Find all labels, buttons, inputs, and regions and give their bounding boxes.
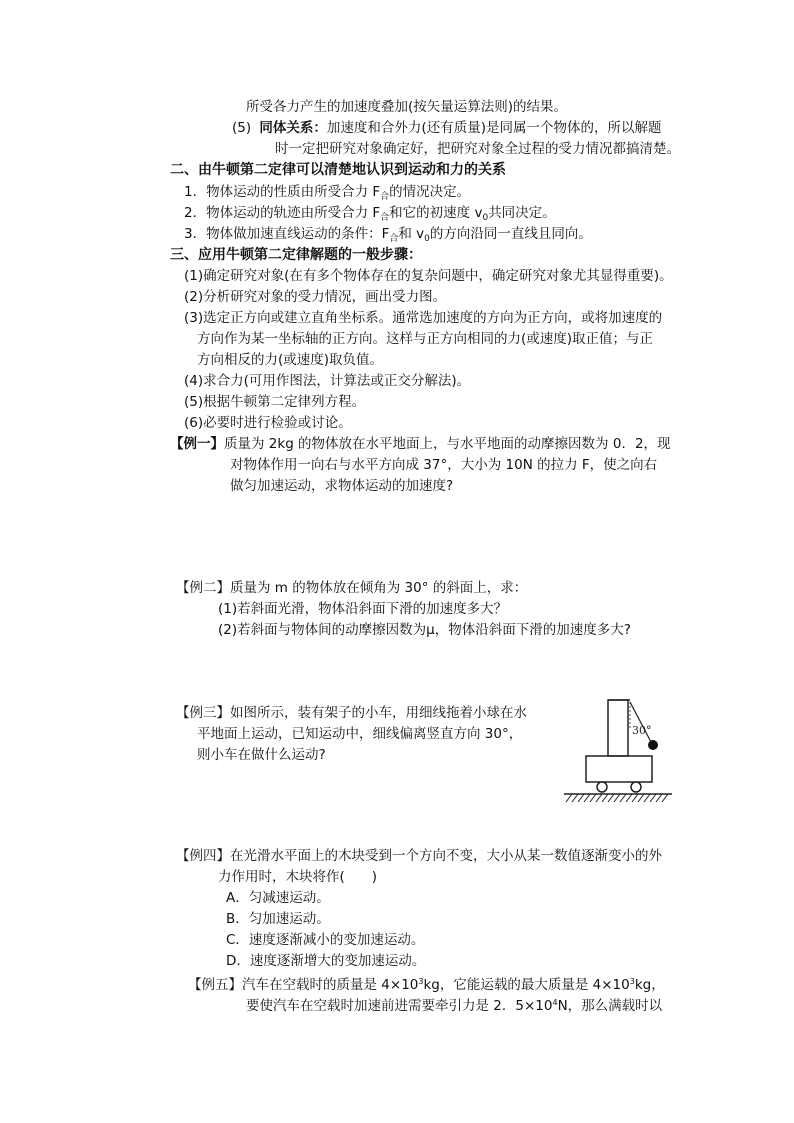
example-2-line-1: 质量为 m 的物体放在倾角为 30° 的斜面上，求： bbox=[230, 580, 528, 596]
step-6: (6)必要时进行检验或讨论。 bbox=[184, 415, 352, 431]
option-d: D．速度逐渐增大的变加速运动。 bbox=[226, 953, 426, 969]
example-1-line-3: 做匀加速运动，求物体运动的加速度? bbox=[230, 478, 454, 494]
cart-frame-post bbox=[608, 700, 628, 756]
cart-wheel-right bbox=[631, 782, 641, 792]
step-3-cont-2: 方向相反的力(或速度)取负值。 bbox=[197, 352, 384, 368]
step-1: (1)确定研究对象(在有多个物体存在的复杂问题中，确定研究对象尤其显得重要)。 bbox=[184, 268, 673, 284]
example-3 bbox=[176, 703, 527, 723]
section-2-heading: 二、由牛顿第二定律可以清楚地认识到运动和力的关系 bbox=[170, 162, 506, 178]
option-c: C．速度逐渐减小的变加速运动。 bbox=[226, 932, 425, 948]
cart-wheel-left bbox=[597, 782, 607, 792]
option-b: B．匀加速运动。 bbox=[226, 911, 330, 927]
example-1-tag: 【例一】 bbox=[170, 436, 224, 452]
example-3-tag: 【例三】 bbox=[176, 705, 230, 721]
item-5-label: 同体关系： bbox=[259, 120, 327, 136]
option-a: A．匀减速运动。 bbox=[226, 890, 330, 906]
item-5 bbox=[232, 118, 661, 138]
example-1-line-1: 质量为 2kg 的物体放在水平地面上，与水平地面的动摩擦因数为 0．2，现 bbox=[224, 436, 671, 452]
example-4-line-1: 在光滑水平面上的木块受到一个方向不变，大小从某一数值逐渐变小的外 bbox=[230, 848, 662, 864]
example-5-tag: 【例五】 bbox=[188, 977, 242, 993]
example-3-line-1: 如图所示，装有架子的小车，用细线拖着小球在水 bbox=[230, 705, 527, 721]
example-3-line-3: 则小车在做什么运动? bbox=[197, 747, 326, 763]
pendulum-ball bbox=[648, 740, 658, 750]
example-2 bbox=[176, 578, 527, 598]
angle-label: 30° bbox=[632, 724, 652, 737]
example-4-tag: 【例四】 bbox=[176, 848, 230, 864]
section-2-item-3: 3．物体做加速直线运动的条件：$F_合$和 $v_0$的方向沿同一直线且同向。 bbox=[184, 226, 592, 244]
item-5-text: 加速度和合外力(还有质量)是同属一个物体的，所以解题 bbox=[326, 120, 662, 136]
section-2-item-1: 1．物体运动的性质由所受合力 $F_合$的情况决定。 bbox=[184, 184, 471, 202]
section-2-item-2: 2．物体运动的轨迹由所受合力 $F_合$和它的初速度 $v_0$共同决定。 bbox=[184, 205, 556, 223]
example-3-line-2: 平地面上运动，已知运动中，细线偏离竖直方向 30°， bbox=[197, 726, 523, 742]
example-5: 【例五】汽车在空载时的质量是 $4\times 10^3kg$，它能运载的最大质量是 $4\times 10^3kg$， bbox=[188, 977, 665, 993]
example-2-tag: 【例二】 bbox=[176, 580, 230, 596]
step-3: (3)选定正方向或建立直角坐标系。通常选加速度的方向为正方向，或将加速度的 bbox=[184, 310, 663, 326]
example-2-q1: (1)若斜面光滑，物体沿斜面下滑的加速度多大？ bbox=[218, 601, 508, 617]
example-4-line-2: 力作用时，木块将作( ) bbox=[218, 869, 378, 885]
step-4: (4)求合力(可用作图法，计算法或正交分解法)。 bbox=[184, 373, 471, 389]
step-2: (2)分析研究对象的受力情况，画出受力图。 bbox=[184, 289, 447, 305]
section-3-heading: 三、应用牛顿第二定律解题的一般步骤： bbox=[170, 247, 422, 263]
example-4 bbox=[176, 846, 662, 866]
step-5: (5)根据牛顿第二定律列方程。 bbox=[184, 394, 366, 410]
example-1-line-2: 对物体作用一向右与水平方向成 37°，大小为 10N 的拉力 F，使之向右 bbox=[230, 457, 658, 473]
cart-body bbox=[586, 756, 652, 782]
ground-hatching bbox=[566, 794, 668, 802]
item-5-text-cont: 时一定把研究对象确定好，把研究对象全过程的受力情况都搞清楚。 bbox=[275, 141, 680, 157]
example-5-line-2: 要使汽车在空载时加速前进需要牵引力是 2．$5\times 10^4N$，那么满载时以 bbox=[246, 998, 663, 1014]
cart-pendulum-figure bbox=[560, 698, 676, 810]
item-5-number: (5) bbox=[232, 120, 252, 136]
example-2-q2: (2)若斜面与物体间的动摩擦因数为μ，物体沿斜面下滑的加速度多大? bbox=[218, 622, 631, 638]
step-3-cont-1: 方向作为某一坐标轴的正方向。这样与正方向相同的力(或速度)取正值；与正 bbox=[197, 331, 654, 347]
example-1 bbox=[170, 434, 671, 454]
intro-line-a: 所受各力产生的加速度叠加(按矢量运算法则)的结果。 bbox=[246, 99, 568, 115]
